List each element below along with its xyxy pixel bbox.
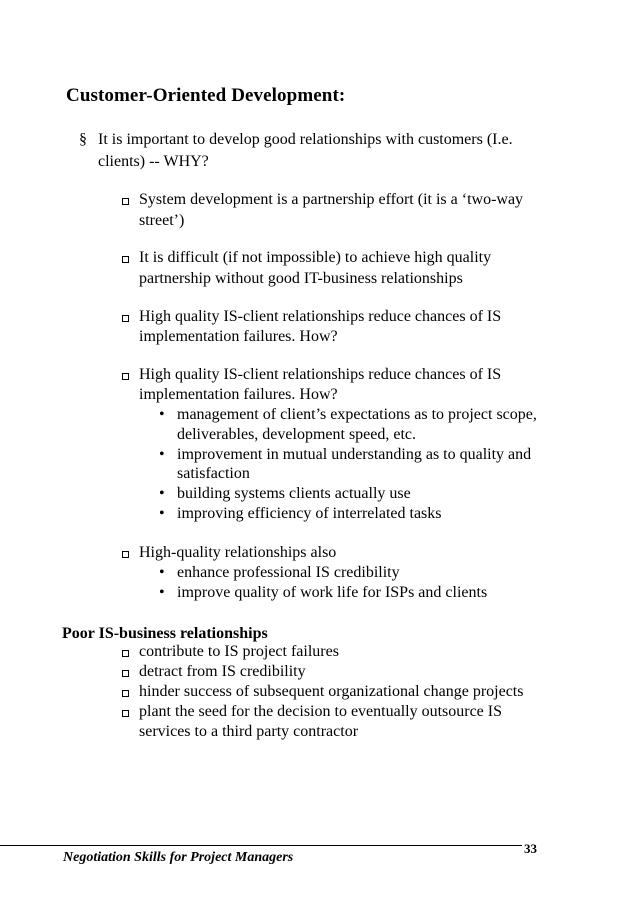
- checkbox-bullet-icon: [122, 373, 129, 380]
- sub-point-1-line-2: street’): [139, 212, 185, 229]
- sub-point-5-line-1: High-quality relationships also: [139, 544, 337, 561]
- poor-item: contribute to IS project failures: [139, 643, 339, 660]
- checkbox-bullet-icon: [122, 551, 129, 558]
- checkbox-bullet-icon: [122, 256, 129, 263]
- sub-point-4-line-1: High quality IS-client relationships reduce chances of IS: [139, 366, 502, 383]
- poor-item: detract from IS credibility: [139, 663, 306, 680]
- bullet-dot-icon: •: [159, 485, 165, 502]
- sub-point-2-line-1: It is difficult (if not impossible) to achieve high quality: [139, 249, 492, 266]
- section-heading: Poor IS-business relationships: [62, 625, 268, 642]
- sub-point-3-line-1: High quality IS-client relationships reduce chances of IS: [139, 308, 502, 325]
- poor-item: hinder success of subsequent organizational change projects: [139, 683, 524, 700]
- checkbox-bullet-icon: [122, 315, 129, 322]
- main-point-line-2: clients) -- WHY?: [98, 153, 209, 170]
- sub-point-2-line-2: partnership without good IT-business relationships: [139, 270, 463, 287]
- checkbox-bullet-icon: [122, 690, 129, 697]
- sub-point-1-line-1: System development is a partnership effort (it is a ‘two-way: [139, 191, 524, 208]
- bullet-line: improvement in mutual understanding as to quality and: [177, 446, 532, 463]
- bullet-dot-icon: •: [159, 505, 165, 522]
- bullet-line: enhance professional IS credibility: [177, 564, 400, 581]
- bullet-line: building systems clients actually use: [177, 485, 411, 502]
- page-number: 33: [524, 841, 537, 856]
- bullet-line: deliverables, development speed, etc.: [177, 426, 417, 443]
- poor-item: services to a third party contractor: [139, 723, 359, 740]
- checkbox-bullet-icon: [122, 710, 129, 717]
- section-marker: §: [79, 131, 87, 148]
- footer-rule: [0, 845, 522, 846]
- bullet-line: improving efficiency of interrelated tasks: [177, 505, 442, 522]
- footer-title: Negotiation Skills for Project Managers: [63, 850, 294, 865]
- sub-point-3-line-2: implementation failures. How?: [139, 328, 338, 345]
- sub-point-4-line-2: implementation failures. How?: [139, 386, 338, 403]
- bullet-line: management of client’s expectations as to project scope,: [177, 406, 537, 423]
- bullet-dot-icon: •: [159, 584, 165, 601]
- bullet-dot-icon: •: [159, 406, 165, 423]
- bullet-dot-icon: •: [159, 446, 165, 463]
- bullet-dot-icon: •: [159, 564, 165, 581]
- checkbox-bullet-icon: [122, 670, 129, 677]
- bullet-line: satisfaction: [177, 465, 250, 482]
- page-title: Customer-Oriented Development:: [66, 85, 346, 106]
- bullet-line: improve quality of work life for ISPs and clients: [177, 584, 488, 601]
- checkbox-bullet-icon: [122, 650, 129, 657]
- checkbox-bullet-icon: [122, 198, 129, 205]
- main-point-line-1: It is important to develop good relationships with customers (I.e.: [98, 131, 513, 148]
- poor-item: plant the seed for the decision to eventually outsource IS: [139, 703, 503, 720]
